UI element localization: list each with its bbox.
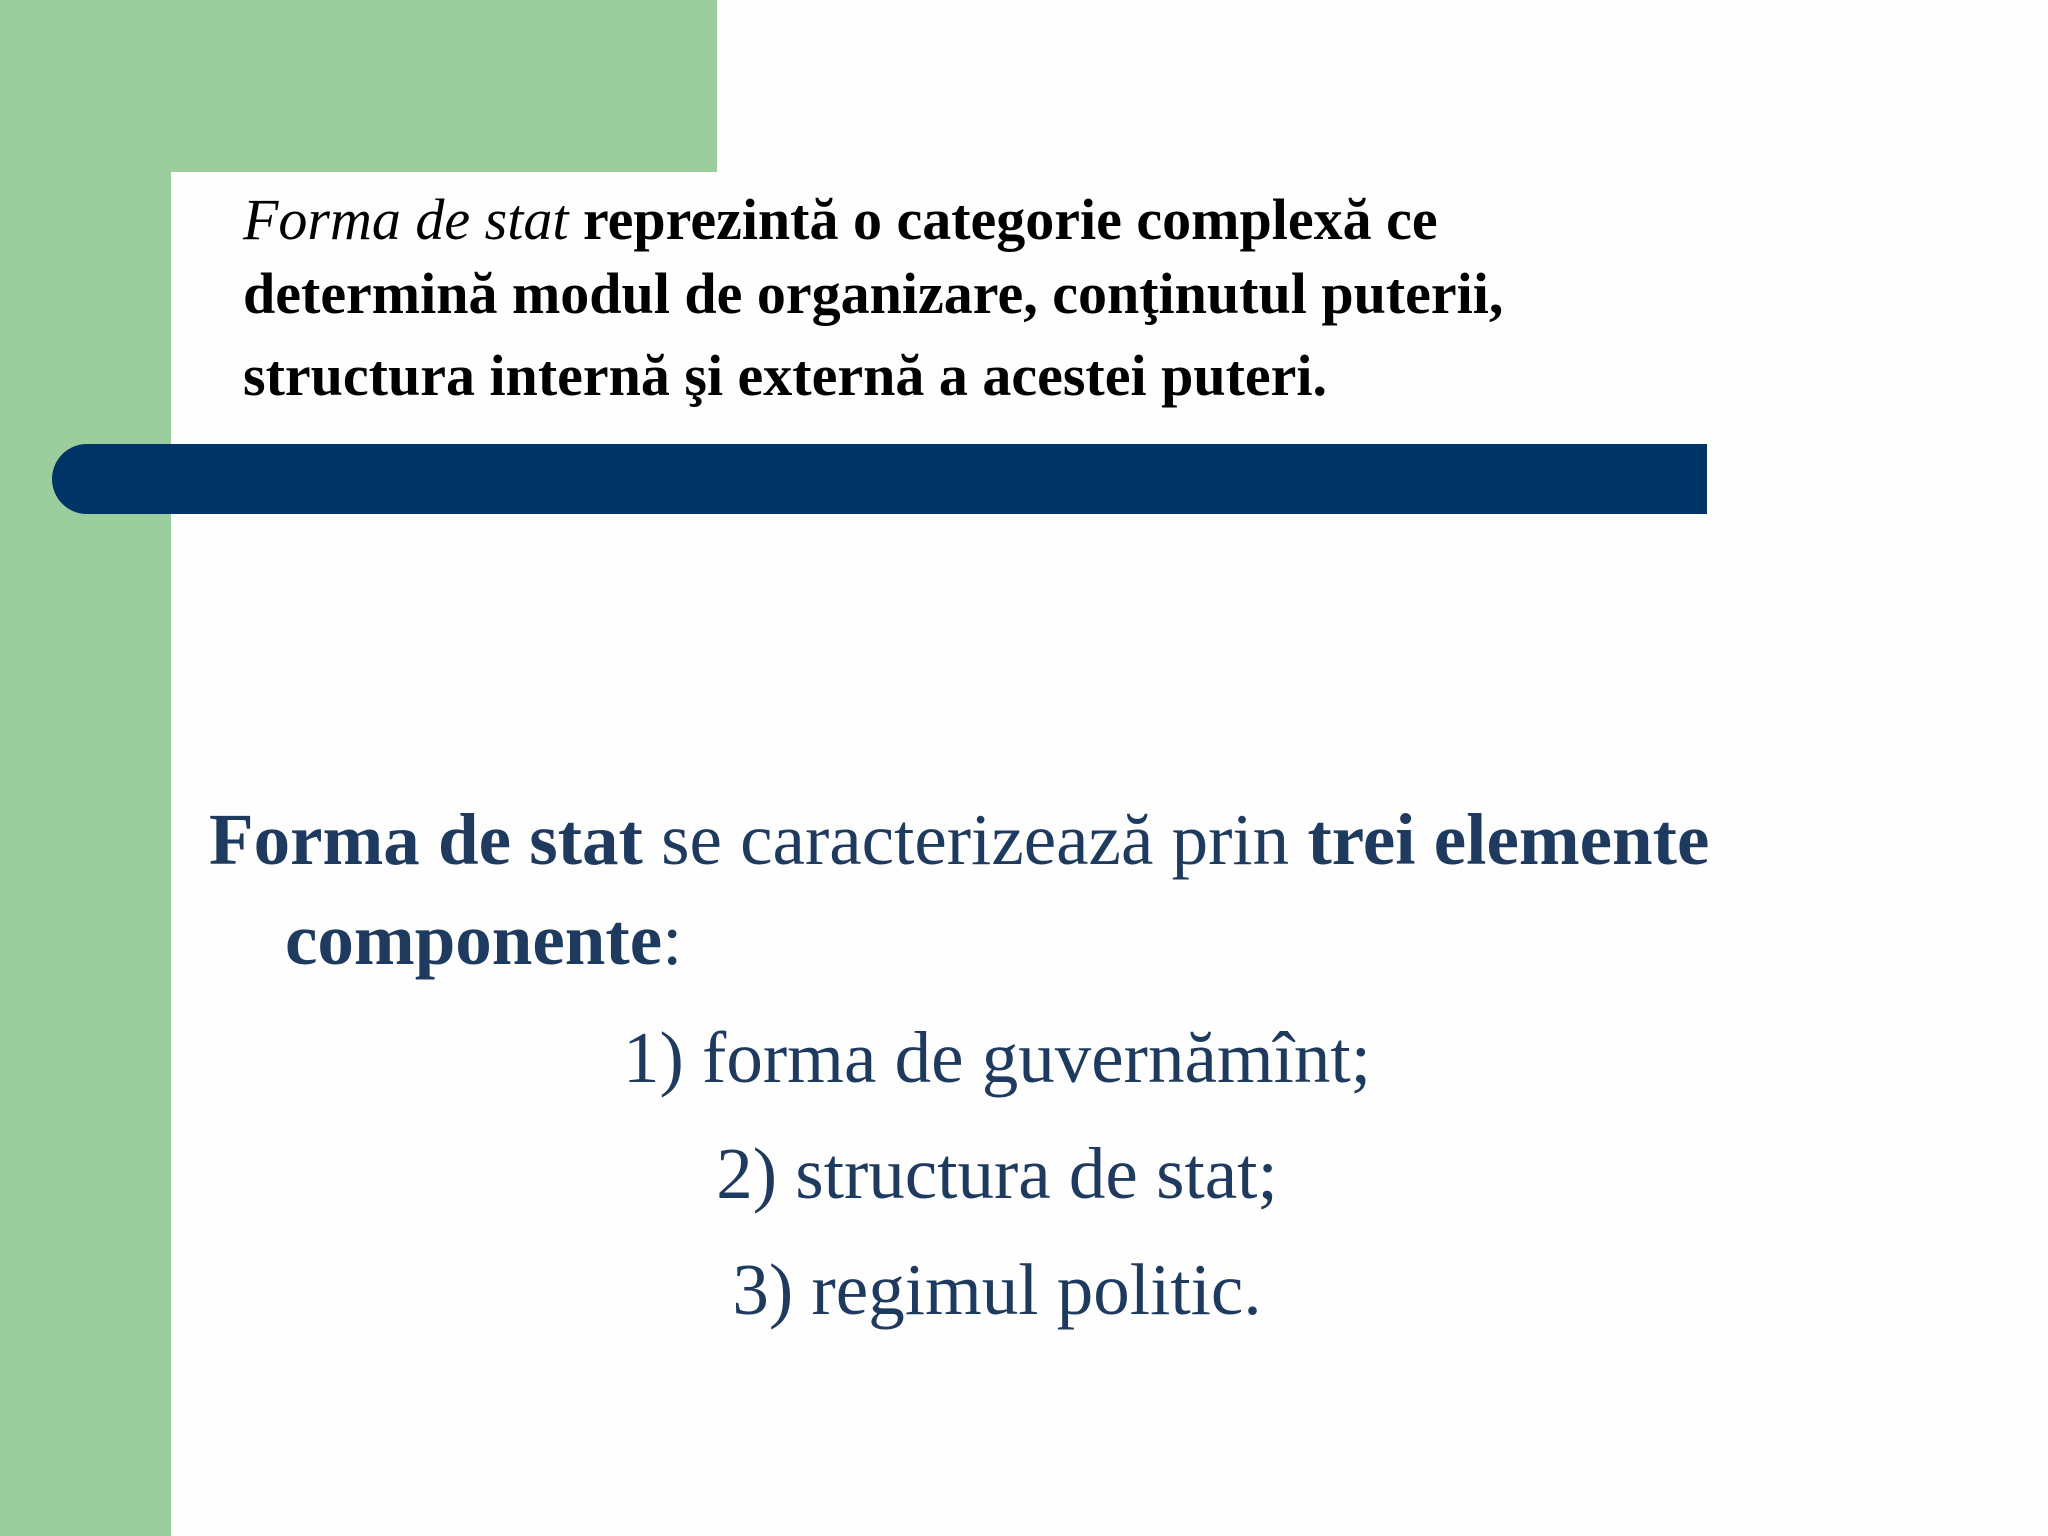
title-line1-rest: reprezintă o categorie complexă ce [582, 187, 1438, 252]
title-divider-bar [52, 444, 1707, 514]
list-item: 1) forma de guvernămînt; [622, 1017, 1371, 1098]
green-accent-left [0, 0, 171, 1536]
slide-title [243, 183, 1803, 421]
body-bold-tail-2: componente [285, 899, 663, 980]
elements-list [171, 1000, 1411, 1348]
list-item: 2) structura de stat; [716, 1133, 1278, 1214]
body-bold-tail-1: trei elemente [1307, 799, 1710, 880]
body-punct: : [662, 899, 683, 980]
body-paragraph [209, 790, 1929, 990]
list-item: 3) regimul politic. [732, 1249, 1262, 1330]
title-line3: structura internă şi externă a acestei puteri. [243, 343, 1328, 408]
body-middle: se caracterizează prin [661, 799, 1290, 880]
body-bold-lead: Forma de stat [209, 799, 643, 880]
title-line2: determină modul de organizare, conţinutul puterii, [243, 261, 1504, 326]
title-italic-lead: Forma de stat [243, 187, 569, 252]
